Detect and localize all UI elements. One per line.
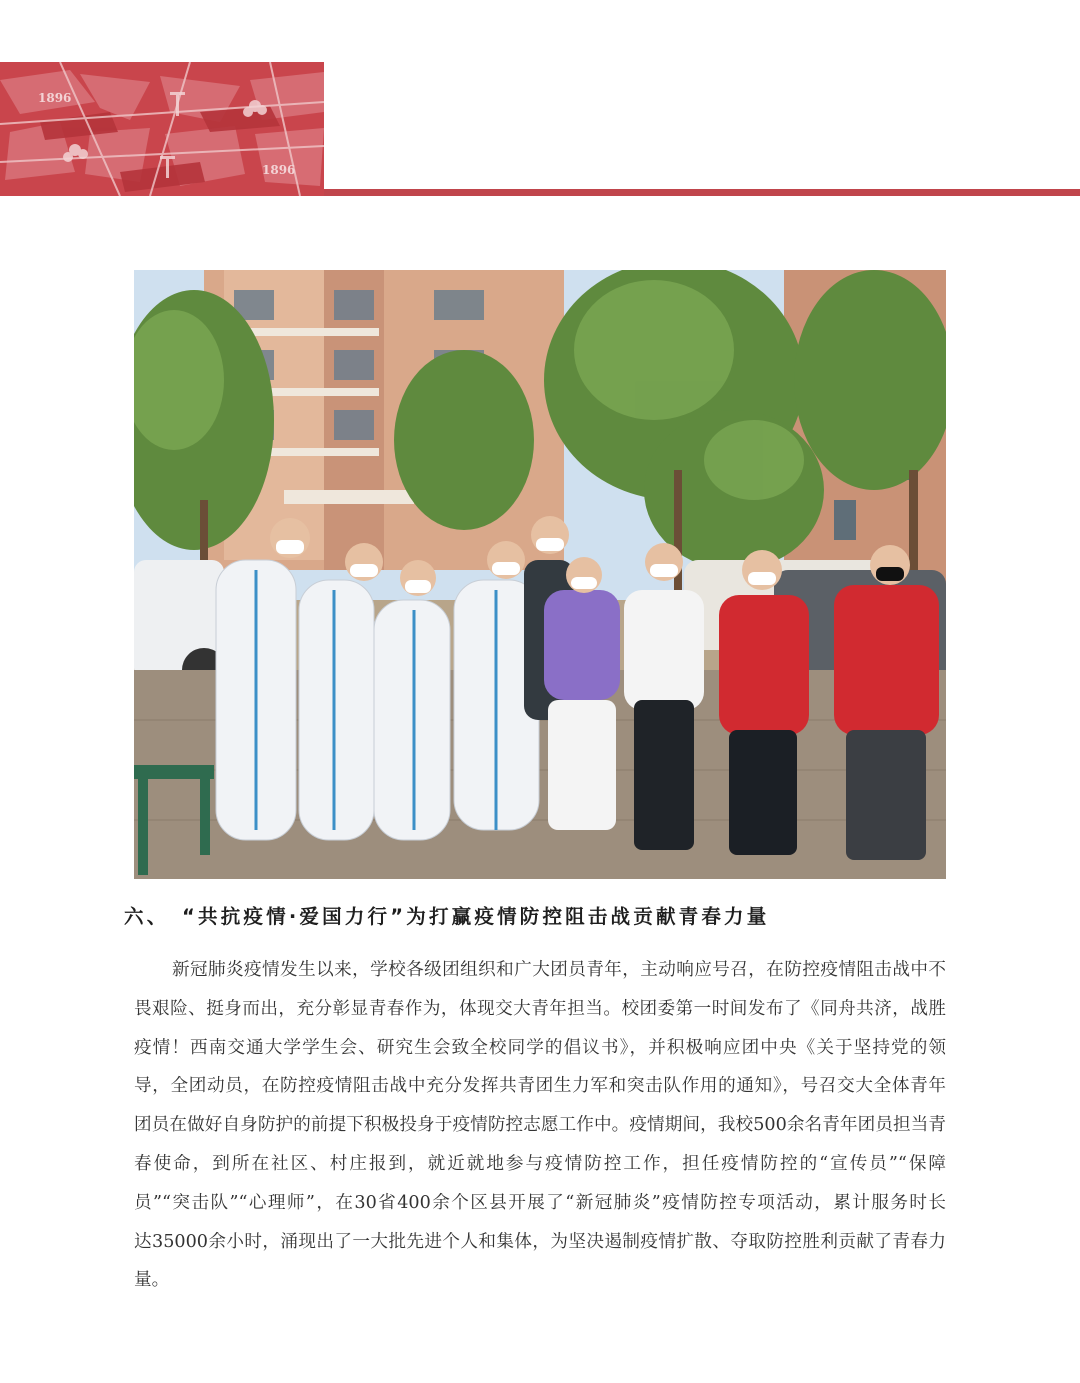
paragraph-line: 畏艰险、挺身而出，充分彰显青春作为，体现交大青年担当。校团委第一时间发布了《同舟共济，战胜 bbox=[134, 998, 946, 1019]
paragraph-line: 达35000余小时，涌现出了一大批先进个人和集体，为坚决遏制疫情扩散、夺取防控胜利贡献了青春力 bbox=[134, 1231, 946, 1252]
paragraph-line: 团员在做好自身防护的前提下积极投身于疫情防控志愿工作中。疫情期间，我校500余名青年团员担当青 bbox=[134, 1115, 946, 1136]
paragraph-line: 春使命，到所在社区、村庄报到，就近就地参与疫情防控工作，担任疫情防控的“宣传员”“保障 bbox=[134, 1153, 946, 1174]
section-heading bbox=[124, 902, 984, 932]
header-rule bbox=[324, 189, 1080, 196]
paragraph-line: 疫情！西南交通大学学生会、研究生会致全校同学的倡议书》，并积极响应团中央《关于坚持党的领 bbox=[134, 1037, 946, 1058]
body-paragraph bbox=[134, 951, 946, 1300]
paragraph-line: 导，全团动员，在防控疫情阻击战中充分发挥共青团生力军和突击队作用的通知》，号召交大全体青年 bbox=[134, 1076, 946, 1097]
banner-pattern bbox=[0, 62, 324, 196]
paragraph-line: 员”“突击队”“心理师”，在30省400余个区县开展了“新冠肺炎”疫情防控专项活动，累计服务时长 bbox=[134, 1192, 946, 1213]
section-number: 六、 bbox=[124, 905, 170, 928]
group-photo-illustration bbox=[134, 270, 946, 879]
banner-year-top: 1896 bbox=[38, 91, 72, 105]
paragraph-line: 量。 bbox=[134, 1270, 170, 1291]
banner-year-bottom: 1896 bbox=[262, 163, 296, 177]
group-photo bbox=[134, 270, 946, 879]
section-title: “共抗疫情·爱国力行”为打赢疫情防控阻击战贡献青春力量 bbox=[182, 905, 770, 928]
header-banner bbox=[0, 62, 324, 196]
paragraph-line: 新冠肺炎疫情发生以来，学校各级团组织和广大团员青年，主动响应号召，在防控疫情阻击战中不 bbox=[172, 960, 946, 980]
